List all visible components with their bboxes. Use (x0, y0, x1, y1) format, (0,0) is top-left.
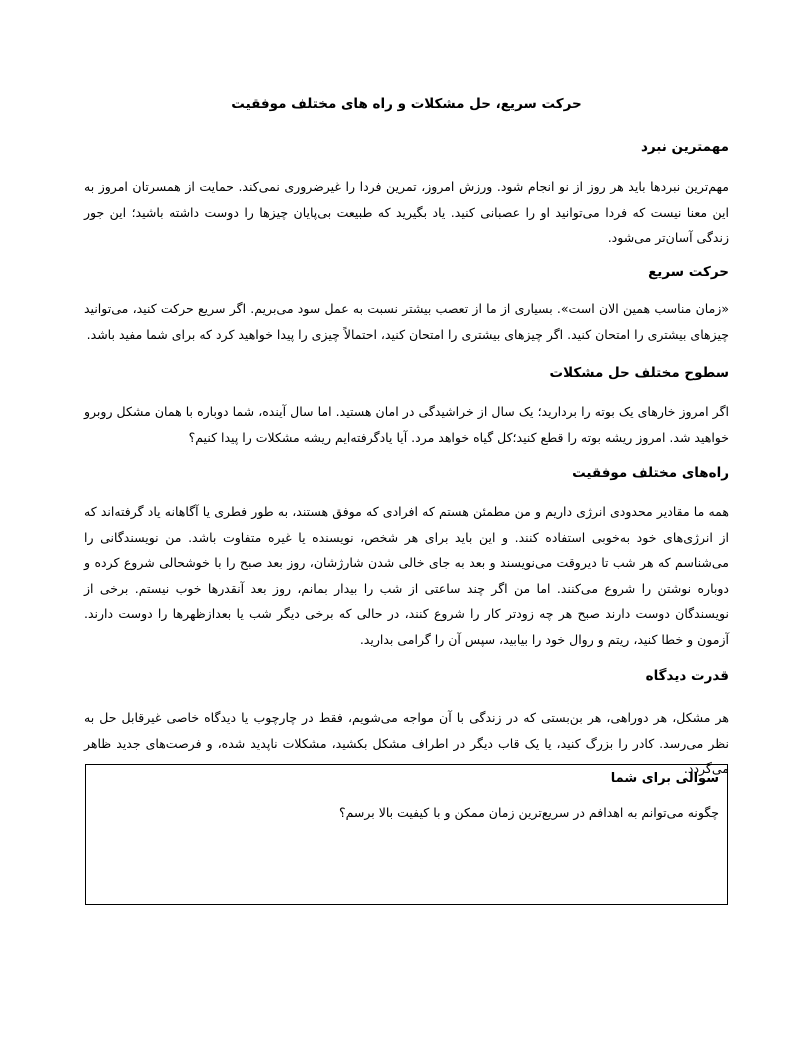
section-heading-power-of-perspective: قدرت دیدگاه (645, 668, 729, 684)
section-text-fast-movement: «زمان مناسب همین الان است». بسیاری از ما از تعصب بیشتر نسبت به عمل سود می‌بریم. اگر سریع حرکت کنید، می‌توانید چیزهای بیشتری را امتحان کنید. اگر چیزهای بیشتری را امتحان کنید، احتمالاً چیزی را پیدا خواهید کرد که برای شما مفید باشد. (84, 301, 729, 342)
section-heading-problem-solving-levels: سطوح مختلف حل مشکلات (549, 365, 729, 381)
question-box-title: سوالی برای شما (610, 771, 719, 786)
section-text-success-paths: همه ما مقادیر محدودی انرژی داریم و من مطمئن هستم که افرادی که موفق هستند، به طور فطری یا آگاهانه یاد گرفته‌اند که از انرژی‌های خود به‌خوبی استفاده کنند. و این باید برای هر شخص، نویسنده یا غیره متفاوت باشد. من نویسندگانی را می‌شناسم که هر شب تا دیروقت می‌نویسند و بعد به جای خالی شدن شارژشان، روز بعد صبح را با خوشحالی شروع کرده و دوباره نوشتن را شروع می‌کنند. اما من اگر چند ساعتی از شب را بیدار بمانم، روز بعد آنقدرها خوب نیستم. برخی از نویسندگان دوست دارند صبح هر چه زودتر کار را شروع کنند، در حالی که برخی دیگر شب یا بعدازظهرها را دوست دارند. آزمون و خطا کنید، ریتم و روال خود را بیابید، سپس آن را گرامی بدارید. (84, 504, 729, 647)
section-heading-fast-movement: حرکت سریع (648, 264, 729, 280)
question-box-text: چگونه می‌توانم به اهدافم در سریع‌ترین زمان ممکن و با کیفیت بالا برسم؟ (338, 805, 719, 820)
section-text-most-important-battle: مهم‌ترین نبردها باید هر روز از نو انجام شود. ورزش امروز، تمرین فردا را غیرضروری نمی‌کند. حمایت از همسرتان امروز به این معنا نیست که فردا می‌توانید او را عصبانی کنید. یاد بگیرید که طبیعت بی‌پایان چیزها را دوست داشته باشید؛ این جور زندگی آسان‌تر می‌شود. (84, 179, 729, 245)
question-box (85, 764, 728, 905)
section-heading-most-important-battle: مهمترین نبرد (640, 139, 729, 155)
section-text-power-of-perspective: هر مشکل، هر دوراهی، هر بن‌بستی که در زندگی با آن مواجه می‌شویم، فقط در چارچوب یا دیدگاه خاصی غیرقابل حل به نظر می‌رسد. کادر را بزرگ کنید، یا یک قاب دیگر در اطراف مشکل بکشید، مشکلات ناپدید شده، و فرصت‌های جدید ظاهر می‌گردد. (84, 710, 729, 776)
page-title: حرکت سریع، حل مشکلات و راه های مختلف موفقیت (231, 96, 582, 112)
section-text-problem-solving-levels: اگر امروز خارهای یک بوته را بردارید؛ یک سال از خراشیدگی در امان هستید. اما سال آینده، شما دوباره با همان مشکل روبرو خواهید شد. امروز ریشه بوته را قطع کنید؛کل گیاه خواهد مرد. آیا یادگرفته‌ایم ریشه مشکلات را پیدا کنیم؟ (84, 404, 729, 445)
section-heading-success-paths: راه‌های مختلف موفقیت (572, 465, 729, 481)
